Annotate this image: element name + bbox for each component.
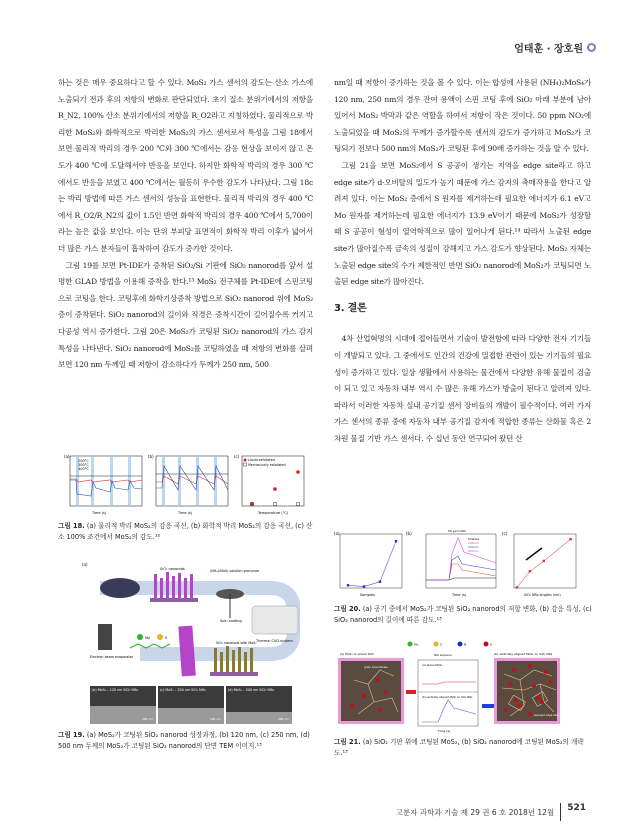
series-400c: [70, 480, 142, 496]
data-point: [516, 586, 518, 588]
caption-text: (a) 공기 중에서 MoS₂가 코팅된 SiO₂ nanorod의 저항 변화, (b) 감응 특성, (c) SiO₂ nanorod의 길이에 따른 감도.¹³: [334, 605, 592, 624]
paragraph: 그림 19를 보면 Pt-IDE가 증착된 SiO₂/Si 기판에 SiO₂ nanorod를 앞서 설명한 GLAD 방법을 이용해 증착을 한다.¹³ MoS₂ 전구체를 Pt-IDE에 스핀코팅으로 코팅을 한다. 코팅후에 화학기상증착 방법으로 SiO₂ nanorod 위에 MoS₂ 층이 증착된다. SiO₂ nanorod의 길이와 직경은 증착시간이 길어질수록 커지고 다공성 역시 증가한다. 그림 20은 MoS₂가 코팅된 SiO₂ nanorod의 가스 감지 특성을 나타낸다. SiO₂ nanorod에 MoS₂를 코팅하였을 때 저항의 변화를 살펴보면 120 nm 두께일 때 저항이 감소하다가 두께가 250 nm, 500: [58, 260, 313, 370]
legend-marker-mechanical: [244, 463, 247, 466]
legend-label: 120nm: [468, 541, 479, 545]
tem-label: (c) MoS₂ – 250 nm SiO₂ NRs: [160, 688, 206, 692]
panel-label: (b): [406, 531, 412, 536]
series-300c: [70, 479, 142, 482]
label: (a) plane MoS₂: [422, 663, 443, 667]
x-axis-label: SiO₂ NRs lengths (nm): [524, 593, 561, 597]
legend-label: 400°C: [78, 467, 89, 471]
n-atom-icon: [458, 642, 463, 647]
x-axis-label: Time (s): [452, 593, 467, 597]
data-point: [379, 581, 381, 583]
label: SiO₂ nanorods: [160, 567, 185, 571]
plot-frame: [340, 534, 402, 588]
o-atom-icon: [484, 642, 489, 647]
figure-20b: [406, 530, 496, 597]
series-500nm: [426, 538, 496, 580]
label: exposed edge sites: [534, 714, 560, 717]
legend-label: 300°C: [78, 463, 89, 467]
figure-20-caption: [334, 604, 594, 626]
label: NO₂ exposure: [434, 654, 452, 657]
caption-text: (a) SiO₂ 기판 위에 코팅된 MoS₂, (b) SiO₂ nanorod에 코팅된 MoS₂의 개략도.¹³: [334, 738, 584, 757]
section-heading: 3. 결론: [334, 302, 367, 314]
panel-title: (b) vertically aligned MoS₂ on SiO₂ NRs: [494, 652, 553, 656]
x-axis-label: Samples: [360, 593, 375, 597]
x-axis-label: Time (s): [438, 729, 451, 733]
legend-label: O: [490, 642, 493, 647]
header-authors: 엄태훈 · 장호원: [514, 44, 583, 55]
data-point: [363, 585, 365, 587]
mo-atom-icon: [137, 634, 143, 640]
data-point: [274, 503, 277, 506]
ebeam-evaporator: [98, 624, 112, 650]
data-point: [297, 503, 300, 506]
figure-19: [80, 560, 300, 726]
figure-20a: [334, 531, 402, 597]
legend-label: 200°C: [78, 459, 89, 463]
legend-label: N: [464, 642, 467, 647]
scale-bar-label: 200 nm: [142, 717, 153, 721]
tem-label: (d) MoS₂ – 500 nm SiO₂ NRs: [228, 688, 274, 692]
label: 50 ppm NO₂: [448, 530, 467, 533]
panel-label: (a): [82, 562, 88, 567]
label: Thermal CVD system: [256, 639, 293, 643]
series-300c: [156, 476, 228, 484]
nanorod-closeup: [178, 626, 195, 677]
label: Spin coating: [220, 619, 242, 623]
response-plot: [418, 660, 478, 726]
figure-18-caption: [58, 521, 314, 543]
s-atom-icon: [157, 634, 163, 640]
panel-label: (b): [148, 454, 154, 459]
paragraph: 하는 것은 매우 중요하다고 할 수 있다. MoS₂ 가스 센서의 감도는 산소 가스에 노출되기 전과 후의 저항의 변화로 판단되었다. 초기 질소 분위기에서의 저항을 R_N2, 100% 산소 분위기에서의 저항을 R_O2라고 지칭하였다. 물리적으로 박리한 MoS₂와 화학적으로 박리한 MoS₂의 가스 센서로서 특성을 그림 18에서 보면 물리적 박리의 경우 200 ℃와 300 ℃에서는 감응 현상을 보이지 않고 온도가 400 ℃에 도달해서야 반응을 보인다. 하지만 화학적 박리의 경우 300 ℃에서도 반응을 보였고 400 ℃에서는 월등히 우수한 감도가 나타났다. 그림 18c는 박리 방법에 따른 가스 센서의 성능을 표현한다. 물리적 박리의 경우 400 ℃에서 R_O2/R_N2의 값이 1.5인 반면 화학적 박리의 경우 400 ℃에서 5,700이라는 높은 값을 보인다. 이는 단위 부피당 표면적이 화학적 박리 이후가 넓어서 더 많은 가스 분자들이 흡착하여 감도가 증가한 것이다.: [58, 78, 313, 253]
data-point: [273, 487, 277, 491]
mos2-film-a: [341, 661, 401, 721]
data-point: [395, 540, 397, 542]
plot-frame: [156, 456, 228, 506]
legend-marker-liquid: [244, 459, 247, 462]
series-response: [517, 539, 571, 587]
label: (b) vertically aligned MoS₂ on SiO₂ NRs: [422, 696, 473, 699]
legend-label: Mo: [414, 642, 419, 647]
data-point: [569, 538, 571, 540]
series-400c: [156, 466, 228, 490]
panel-label: (c): [234, 454, 240, 459]
caption-label: 그림 18.: [58, 522, 85, 530]
data-point: [347, 584, 349, 586]
tem-panels: [90, 686, 292, 724]
data-point: [529, 570, 531, 572]
panel-title: (a) MoS₂ on plane SiO₂: [340, 652, 374, 656]
legend-label: 500nm: [468, 549, 479, 553]
figure-18: [62, 452, 314, 518]
evaporator-target: [100, 578, 140, 598]
label: grain boundaries: [364, 665, 388, 669]
page-footer: [396, 803, 586, 821]
caption-label: 그림 21.: [334, 738, 361, 746]
figure-19-caption: [58, 730, 314, 752]
label: (NH₄)₂MoS₄ solution precursor: [210, 569, 260, 573]
page-number: 521: [560, 803, 586, 821]
caption-text: (a) 물리적 박리 MoS₂의 감응 곡선, (b) 화학적 박리 MoS₂의 감응 곡선, (c) 산소 100% 조건에서 MoS₂의 감도.¹²: [58, 522, 313, 541]
figure-20c: [502, 531, 576, 597]
paragraph: 4차 산업혁명의 시대에 접어들면서 기술이 발전함에 따라 다양한 전자 기기들이 개발되고 있다. 그 중에서도 인간의 건강에 밀접한 관련이 있는 기기들의 필요성이 증가하고 있다. 일상 생활에서 사용하는 물건에서 다양한 유해 물질이 검출이 되고 있고 자동차 내부 역시 수 많은 유해 가스가 방출이 된다고 알려져 있다. 따라서 이러한 자동차 실내 공기질 센서 장비들의 개발이 필수적이다. 여러 가지 가스 센서의 종류 중에 자동차 내부 공기질 감지에 적합한 종류는 산화물 혹은 2차원 물질 기반 가스 센서다. 수 십년 동안 연구되어 왔던 산: [334, 334, 591, 443]
series-resistance: [348, 541, 396, 586]
tem-label: (b) MoS₂ – 120 nm SiO₂ NRs: [92, 688, 138, 692]
label: S: [165, 636, 168, 640]
figure-18c: [234, 454, 304, 515]
legend-label: Mechanically exfoliated: [248, 463, 286, 467]
x-axis-label: Time (s): [178, 511, 193, 515]
cvd-furnace: [252, 606, 298, 634]
legend-label: Liquid-exfoliated: [248, 458, 275, 462]
panel-label: (c): [502, 531, 508, 536]
trend-arrow: [526, 548, 542, 560]
legend-label: Pristine: [468, 537, 480, 541]
caption-text: (a) MoS₂가 코팅된 SiO₂ nanorod 성장과정, (b) 120 nm, (c) 250 nm, (d) 500 nm 두께의 MoS₂가 코팅된 SiO₂ nanorod의 단면 TEM 이미지.¹³: [58, 731, 310, 750]
series-120nm: [426, 564, 496, 580]
label: Electron beam evaporator: [90, 655, 134, 659]
scale-bar-label: 200 nm: [210, 717, 221, 721]
scale-bar-label: 200 nm: [278, 717, 289, 721]
label: Mo: [145, 636, 151, 640]
data-point: [296, 470, 300, 474]
running-header: [514, 40, 596, 55]
x-axis-label: Temperature (°C): [258, 511, 289, 515]
figure-21-caption: [334, 737, 594, 759]
panel-label: (a): [334, 531, 340, 536]
paragraph: 그림 21을 보면 MoS₂에서 S 공공이 생기는 지역을 edge site라고 하고 edge site가 d-오비탈의 밀도가 높기 때문에 가스 감지의 촉매작용을 한다고 알려져 있다. 이는 MoS₂ 층에서 S 원자를 제거하는데 필요한 에너지가 6.1 eV고 Mo 원자를 제거하는데 필요한 에너지가 13.9 eV이기 때문에 MoS₂가 성장할 때 S 공공이 형성이 열역학적으로 많이 일어나게 된다.¹⁴ 따라서 노출된 edge site가 많아질수록 금속의 성질이 강해지고 가스 감도가 향상된다. MoS₂ 자체는 노출된 edge site의 수가 제한적인 반면 SiO₂ nanorod에 MoS₂가 코팅되면 노출된 edge site가 많아진다.: [334, 160, 591, 287]
figure-21: [334, 640, 604, 734]
caption-label: 그림 19.: [58, 731, 85, 739]
label: SiO₂ nanorods with MoS₂: [216, 641, 257, 645]
data-point: [543, 560, 545, 562]
s-atom-icon: [434, 642, 439, 647]
right-column: [334, 75, 591, 447]
panel-label: (a): [64, 454, 70, 459]
figure-18a: [64, 454, 142, 515]
journal-info: 고분자 과학과 기술 제 29 권 6 호 2018년 12월: [395, 807, 555, 817]
paragraph: nm일 때 저항이 증가하는 것을 볼 수 있다. 이는 합성에 사용된 (NH₄)₂MoS₄가 120 nm, 250 nm의 경우 잔여 용액이 스핀 코팅 후에 SiO₂ 아래 부분에 남아 있어서 MoS₂ 박막과 같은 역할을 하여서 저항이 작은 것이다. 50 ppm NO₂에 노출되었을 때 MoS₂의 두께가 증가할수록 센서의 감도가 증가하고 MoS₂가 코팅되기 전보다 500 nm의 MoS₂가 코팅된 후에 90배 증가하는 것을 알 수 있다.: [334, 78, 591, 154]
figure-20: [334, 530, 604, 602]
mo-atom-icon: [408, 642, 413, 647]
caption-label: 그림 20.: [334, 605, 361, 613]
legend-label: S: [440, 642, 442, 647]
x-axis-label: Time (s): [92, 511, 107, 515]
figure-18b: [148, 454, 228, 515]
atom-legend: [408, 642, 494, 647]
left-column: [58, 75, 313, 374]
circle-ornament-icon: [587, 43, 596, 52]
legend-label: 250nm: [468, 545, 479, 549]
